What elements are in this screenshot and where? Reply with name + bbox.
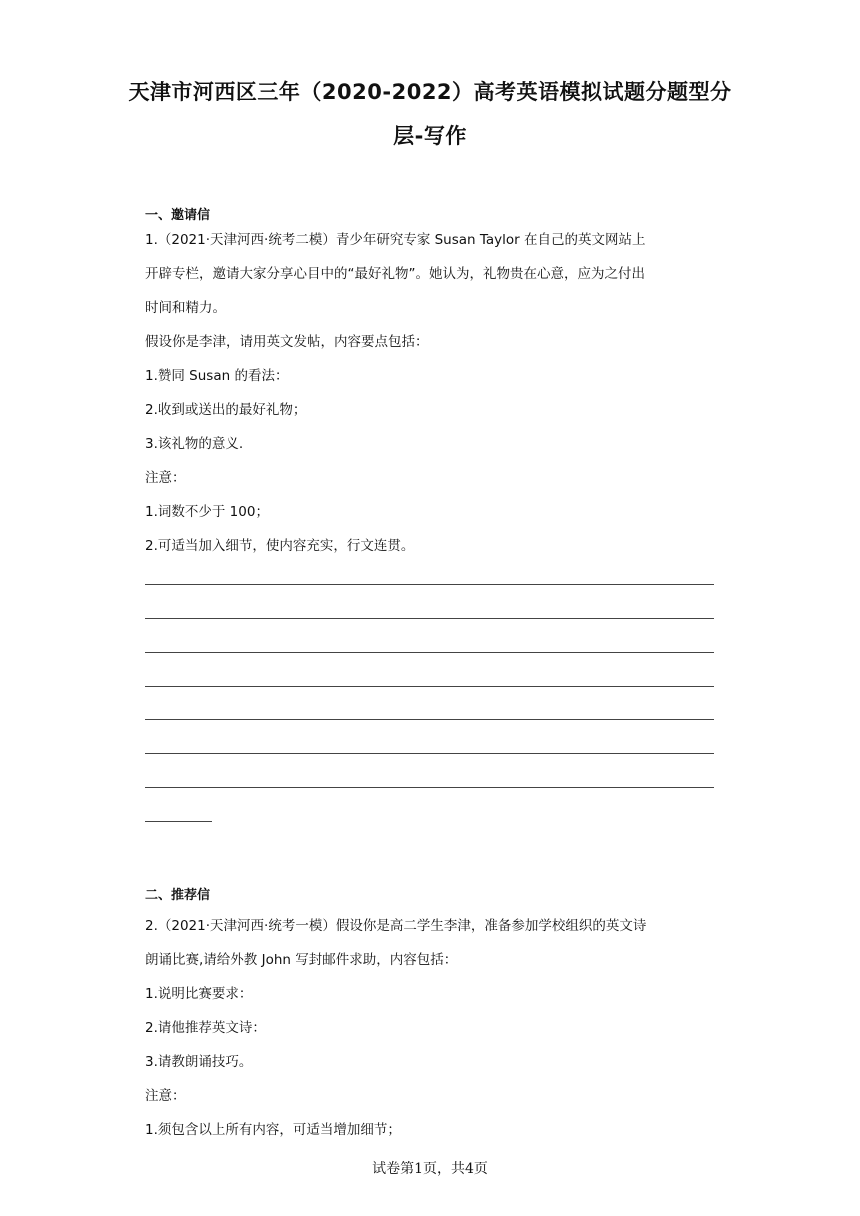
answer-line[interactable] [145,686,714,687]
section-heading-recommendation: 二、推荐信 [145,888,211,903]
question-2-point: 2.请他推荐英文诗： [145,1020,266,1036]
question-1-point: 1.赞同 Susan 的看法： [145,368,289,384]
question-1-note: 2.可适当加入细节，使内容充实，行文连贯。 [145,538,415,554]
page-title-line-1: 天津市河西区三年（2020-2022）高考英语模拟试题分题型分 [128,80,732,104]
question-1-line: 时间和精力。 [145,300,226,316]
question-1-line: 1.（2021·天津河西·统考二模）青少年研究专家 Susan Taylor 在自己的英文网站上 [145,232,646,248]
question-2-note: 1.须包含以上所有内容，可适当增加细节； [145,1122,401,1138]
answer-line[interactable] [145,652,714,653]
page-footer: 试卷第1页，共4页 [372,1161,488,1177]
question-1-point: 3.该礼物的意义. [145,436,244,452]
answer-line[interactable] [145,787,714,788]
question-1-note: 1.词数不少于 100； [145,504,269,520]
answer-line[interactable] [145,719,714,720]
question-1-line: 开辟专栏，邀请大家分享心目中的“最好礼物”。她认为，礼物贵在心意，应为之付出 [145,266,645,282]
page-title-line-2: 层-写作 [393,124,467,148]
question-2-point: 1.说明比赛要求： [145,986,253,1002]
answer-line[interactable] [145,821,212,822]
question-1-note-label: 注意： [145,470,186,486]
question-2-point: 3.请教朗诵技巧。 [145,1054,253,1070]
question-2-note-label: 注意： [145,1088,186,1104]
question-1-point: 2.收到或送出的最好礼物； [145,402,307,418]
answer-line[interactable] [145,584,714,585]
question-1-line: 假设你是李津，请用英文发帖，内容要点包括： [145,334,429,350]
question-2-line: 2.（2021·天津河西·统考一模）假设你是高二学生李津，准备参加学校组织的英文诗 [145,918,647,934]
answer-line[interactable] [145,618,714,619]
question-2-line: 朗诵比赛,请给外教 John 写封邮件求助，内容包括： [145,952,458,968]
section-heading-invitation: 一、邀请信 [145,208,211,223]
answer-line[interactable] [145,753,714,754]
